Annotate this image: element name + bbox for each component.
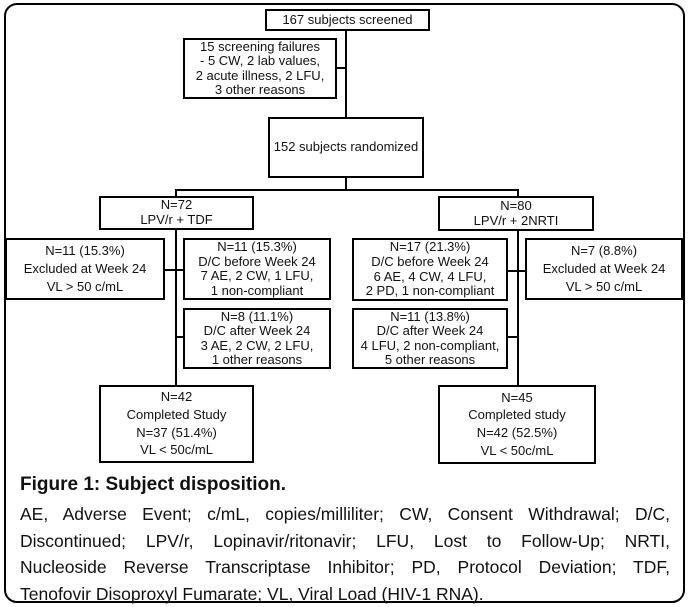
box-text-line: D/C before Week 24 — [371, 254, 489, 270]
box-text-line: Completed study — [468, 407, 566, 423]
flow-box-screened — [265, 9, 430, 31]
flow-box-excluded-week24-nrti — [525, 238, 683, 300]
box-text-line: Excluded at Week 24 — [23, 260, 147, 276]
box-text-line: VL < 50c/mL — [480, 443, 554, 459]
box-text-line: VL > 50 c/mL — [565, 278, 643, 294]
box-text-line: N=8 (11.1%) — [220, 309, 294, 324]
box-text-line: VL > 50 c/mL — [46, 278, 124, 294]
box-text-line: 3 other reasons — [214, 81, 306, 97]
box-text-line: N=42 — [160, 389, 193, 405]
box-text-line: - 5 CW, 2 lab values, — [200, 53, 320, 69]
flow-box-arm-lpvr-tdf — [99, 196, 254, 230]
box-text-line: 1 other reasons — [211, 351, 303, 367]
flow-box-completed-tdf — [99, 385, 254, 463]
box-text-line: N=11 (15.3%) — [45, 242, 125, 258]
box-text-line: D/C before Week 24 — [198, 253, 316, 269]
box-text-line: LPV/r + TDF — [140, 212, 213, 228]
box-text-line: N=45 — [501, 389, 533, 405]
caption-line: AE, Adverse Event; c/mL, copies/milliliter; CW, Consent Withdrawal; D/C, — [20, 504, 670, 524]
box-text-line: 167 subjects screened — [282, 11, 413, 27]
flow-box-excluded-week24-tdf — [5, 238, 165, 300]
box-text-line: 152 subjects randomized — [273, 139, 419, 155]
caption-line: Nucleoside Reverse Transcriptase Inhibitor; PD, Protocol Deviation; TDF, — [20, 557, 670, 578]
box-text-line: N=42 (52.5%) — [476, 425, 558, 441]
flow-box-dc-before-week24-tdf — [183, 238, 331, 300]
connector-line — [175, 228, 177, 386]
box-text-line: N=37 (51.4%) — [136, 424, 217, 440]
box-text-line: N=11 (13.8%) — [390, 309, 470, 324]
connector-line — [164, 269, 185, 271]
connector-line — [517, 229, 519, 386]
box-text-line: 7 AE, 2 CW, 1 LFU, — [200, 268, 314, 284]
flow-box-dc-after-week24-tdf — [183, 308, 331, 369]
connector-line — [336, 67, 346, 69]
box-text-line: 1 non-compliant — [210, 282, 304, 298]
flow-box-screening-failures — [183, 38, 337, 99]
box-text-line: Completed Study — [126, 407, 227, 423]
figure-caption-text — [20, 504, 670, 607]
box-text-line: D/C after Week 24 — [203, 323, 311, 339]
box-text-line: N=17 (21.3%) — [389, 239, 471, 255]
figure-caption-title: Figure 1: Subject disposition. — [20, 474, 287, 495]
box-text-line: Excluded at Week 24 — [542, 260, 666, 276]
connector-line — [175, 189, 519, 191]
box-text-line: 6 AE, 4 CW, 4 LFU, — [373, 268, 487, 284]
box-text-line: VL < 50c/mL — [140, 442, 213, 458]
box-text-line: N=7 (8.8%) — [570, 242, 638, 258]
connector-line — [506, 270, 527, 272]
box-text-line: 2 PD, 1 non-compliant — [365, 283, 495, 299]
flow-box-randomized — [268, 117, 424, 178]
caption-line: Discontinued; LPV/r, Lopinavir/ritonavir; LFU, Lost to Follow-Up; NRTI, — [20, 530, 670, 551]
box-text-line: LPV/r + 2NRTI — [473, 212, 559, 228]
flow-box-dc-before-week24-nrti — [352, 238, 508, 301]
flow-box-arm-lpvr-2nrti — [438, 196, 594, 231]
connector-line — [345, 30, 347, 118]
box-text-line: N=72 — [160, 197, 193, 213]
box-text-line: N=80 — [500, 197, 532, 213]
box-text-line: N=11 (15.3%) — [217, 239, 297, 255]
flow-box-completed-nrti — [438, 385, 596, 464]
box-text-line: 5 other reasons — [384, 351, 476, 367]
box-text-line: 4 LFU, 2 non-compliant, — [360, 337, 500, 353]
box-text-line: 2 acute illness, 2 LFU, — [195, 67, 325, 83]
box-text-line: 3 AE, 2 CW, 2 LFU, — [200, 337, 314, 353]
caption-line: Tenofovir Disoproxyl Fumarate; VL, Viral Load (HIV-1 RNA). — [20, 583, 484, 604]
flow-box-dc-after-week24-nrti — [352, 308, 508, 369]
box-text-line: 15 screening failures — [200, 39, 320, 54]
box-text-line: D/C after Week 24 — [376, 323, 484, 339]
